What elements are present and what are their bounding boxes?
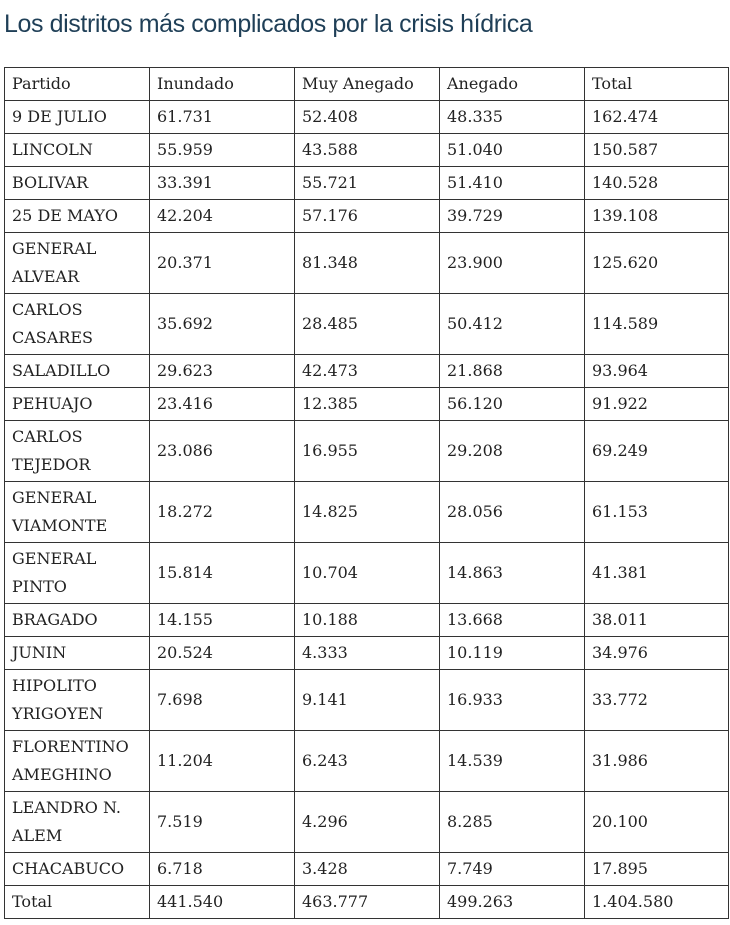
cell-total: 140.528 xyxy=(585,167,729,200)
table-row xyxy=(5,543,729,604)
cell-partido: BRAGADO xyxy=(5,604,150,637)
cell-partido: JUNIN xyxy=(5,637,150,670)
cell-anegado: 7.749 xyxy=(440,853,585,886)
cell-inundado: 20.524 xyxy=(150,637,295,670)
cell-inundado: 441.540 xyxy=(150,886,295,919)
districts-table xyxy=(4,67,729,919)
cell-muy-anegado: 6.243 xyxy=(295,731,440,792)
column-header-partido: Partido xyxy=(5,68,150,101)
cell-anegado: 14.863 xyxy=(440,543,585,604)
cell-inundado: 6.718 xyxy=(150,853,295,886)
cell-anegado: 29.208 xyxy=(440,421,585,482)
cell-anegado: 13.668 xyxy=(440,604,585,637)
cell-partido: PEHUAJO xyxy=(5,388,150,421)
cell-anegado: 56.120 xyxy=(440,388,585,421)
cell-total: 93.964 xyxy=(585,355,729,388)
table-row xyxy=(5,355,729,388)
cell-partido: GENERAL VIAMONTE xyxy=(5,482,150,543)
cell-anegado: 48.335 xyxy=(440,101,585,134)
column-header-muy-anegado: Muy Anegado xyxy=(295,68,440,101)
cell-inundado: 14.155 xyxy=(150,604,295,637)
cell-partido: 25 DE MAYO xyxy=(5,200,150,233)
cell-inundado: 11.204 xyxy=(150,731,295,792)
cell-inundado: 42.204 xyxy=(150,200,295,233)
table-row xyxy=(5,101,729,134)
cell-total: 162.474 xyxy=(585,101,729,134)
cell-total: 139.108 xyxy=(585,200,729,233)
cell-anegado: 10.119 xyxy=(440,637,585,670)
cell-partido: HIPOLITO YRIGOYEN xyxy=(5,670,150,731)
cell-anegado: 39.729 xyxy=(440,200,585,233)
cell-anegado: 23.900 xyxy=(440,233,585,294)
cell-total: 1.404.580 xyxy=(585,886,729,919)
table-row xyxy=(5,604,729,637)
cell-total: 69.249 xyxy=(585,421,729,482)
cell-muy-anegado: 55.721 xyxy=(295,167,440,200)
cell-muy-anegado: 3.428 xyxy=(295,853,440,886)
cell-partido: CARLOS TEJEDOR xyxy=(5,421,150,482)
table-row xyxy=(5,731,729,792)
table-row xyxy=(5,167,729,200)
table-header-row xyxy=(5,68,729,101)
table-row xyxy=(5,792,729,853)
table-row xyxy=(5,853,729,886)
cell-inundado: 29.623 xyxy=(150,355,295,388)
cell-inundado: 33.391 xyxy=(150,167,295,200)
column-header-inundado: Inundado xyxy=(150,68,295,101)
cell-partido: Total xyxy=(5,886,150,919)
cell-inundado: 23.416 xyxy=(150,388,295,421)
cell-muy-anegado: 463.777 xyxy=(295,886,440,919)
cell-inundado: 20.371 xyxy=(150,233,295,294)
cell-inundado: 61.731 xyxy=(150,101,295,134)
cell-partido: CARLOS CASARES xyxy=(5,294,150,355)
table-row xyxy=(5,294,729,355)
cell-muy-anegado: 12.385 xyxy=(295,388,440,421)
table-row xyxy=(5,200,729,233)
cell-anegado: 499.263 xyxy=(440,886,585,919)
cell-total: 34.976 xyxy=(585,637,729,670)
cell-total: 114.589 xyxy=(585,294,729,355)
cell-inundado: 23.086 xyxy=(150,421,295,482)
column-header-total: Total xyxy=(585,68,729,101)
cell-partido: 9 DE JULIO xyxy=(5,101,150,134)
cell-total: 17.895 xyxy=(585,853,729,886)
cell-muy-anegado: 57.176 xyxy=(295,200,440,233)
cell-muy-anegado: 4.333 xyxy=(295,637,440,670)
table-row xyxy=(5,134,729,167)
cell-muy-anegado: 9.141 xyxy=(295,670,440,731)
cell-total: 38.011 xyxy=(585,604,729,637)
cell-inundado: 55.959 xyxy=(150,134,295,167)
cell-muy-anegado: 16.955 xyxy=(295,421,440,482)
cell-total: 33.772 xyxy=(585,670,729,731)
cell-muy-anegado: 10.188 xyxy=(295,604,440,637)
cell-total: 61.153 xyxy=(585,482,729,543)
cell-partido: GENERAL ALVEAR xyxy=(5,233,150,294)
cell-total: 91.922 xyxy=(585,388,729,421)
cell-anegado: 28.056 xyxy=(440,482,585,543)
cell-inundado: 18.272 xyxy=(150,482,295,543)
cell-anegado: 21.868 xyxy=(440,355,585,388)
cell-muy-anegado: 10.704 xyxy=(295,543,440,604)
cell-muy-anegado: 52.408 xyxy=(295,101,440,134)
cell-total: 41.381 xyxy=(585,543,729,604)
cell-partido: CHACABUCO xyxy=(5,853,150,886)
cell-anegado: 8.285 xyxy=(440,792,585,853)
table-row xyxy=(5,482,729,543)
cell-partido: GENERAL PINTO xyxy=(5,543,150,604)
table-row xyxy=(5,637,729,670)
cell-total: 125.620 xyxy=(585,233,729,294)
cell-total: 150.587 xyxy=(585,134,729,167)
table-row xyxy=(5,388,729,421)
table-row xyxy=(5,233,729,294)
table-row xyxy=(5,670,729,731)
cell-muy-anegado: 43.588 xyxy=(295,134,440,167)
cell-inundado: 7.698 xyxy=(150,670,295,731)
cell-anegado: 50.412 xyxy=(440,294,585,355)
cell-anegado: 14.539 xyxy=(440,731,585,792)
table-total-row xyxy=(5,886,729,919)
cell-inundado: 15.814 xyxy=(150,543,295,604)
cell-muy-anegado: 14.825 xyxy=(295,482,440,543)
cell-muy-anegado: 4.296 xyxy=(295,792,440,853)
page-title: Los distritos más complicados por la crisis hídrica xyxy=(4,10,533,38)
cell-inundado: 35.692 xyxy=(150,294,295,355)
cell-partido: SALADILLO xyxy=(5,355,150,388)
cell-partido: FLORENTINO AMEGHINO xyxy=(5,731,150,792)
cell-inundado: 7.519 xyxy=(150,792,295,853)
cell-anegado: 51.410 xyxy=(440,167,585,200)
cell-muy-anegado: 42.473 xyxy=(295,355,440,388)
cell-partido: LINCOLN xyxy=(5,134,150,167)
cell-partido: LEANDRO N. ALEM xyxy=(5,792,150,853)
cell-muy-anegado: 81.348 xyxy=(295,233,440,294)
cell-anegado: 51.040 xyxy=(440,134,585,167)
cell-total: 31.986 xyxy=(585,731,729,792)
cell-total: 20.100 xyxy=(585,792,729,853)
cell-anegado: 16.933 xyxy=(440,670,585,731)
table-row xyxy=(5,421,729,482)
cell-muy-anegado: 28.485 xyxy=(295,294,440,355)
cell-partido: BOLIVAR xyxy=(5,167,150,200)
column-header-anegado: Anegado xyxy=(440,68,585,101)
